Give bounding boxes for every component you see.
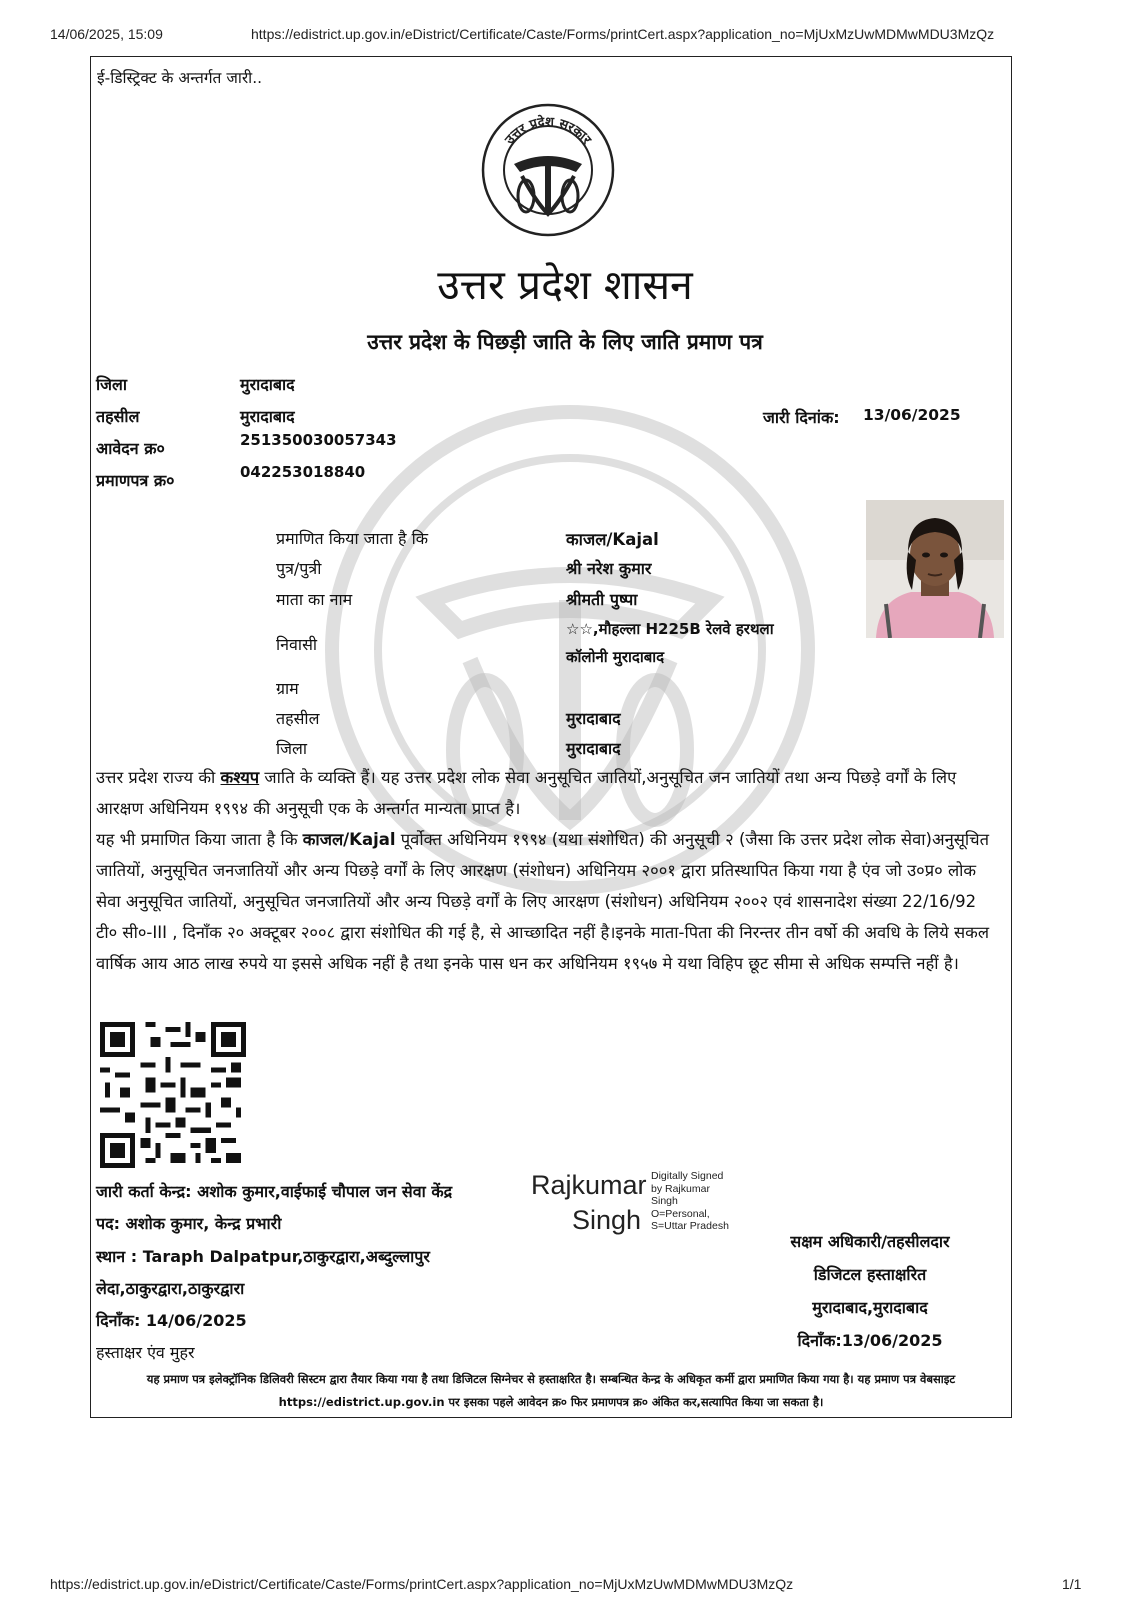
district-value: मुरादाबाद [240, 375, 295, 394]
print-datetime: 14/06/2025, 15:09 [50, 26, 163, 42]
tehsil-label: तहसील [96, 407, 140, 426]
certification-paragraph-end: पूर्वोक्त अधिनियम १९९४ (यथा संशोधित) की अनुसूची २ (जैसा कि उत्तर प्रदेश लोक सेवा)अनुसूचित जातियों, अनुसूचित जनजातियों और अन्य पिछड़े वर्गों के लिए आरक्षण (संशोधन) अधिनियम २००१ द्वारा प्रतिस्थापित किया गया है एंव जो उ०प्र० लोक सेवा अनुसूचित जातियों, अनुसूचित जनजातियों और अन्य पिछड़े वर्गों के लिए आरक्षण (संशोधन) अधिनियम २००२ एवं शासनादेश संख्या 22/16/92 टी० सी०-III , दिनाँक २० अक्टूबर २००८ द्वारा संशोधित की गई है, से आच्छादित नहीं है।इनके माता-पिता की निरन्तर तीन वर्षो की अवधि के लिये सकल वार्षिक आय आठ लाख रुपये या इससे अधिक नहीं है तथा इनके पास धन कर अधिनियम १९५७ मे यथा विहिप छूट सीमा से अधिक सम्पत्ति नहीं है। [96, 830, 990, 973]
mother-label: माता का नाम [276, 590, 353, 609]
up-government-emblem [480, 102, 616, 238]
mother-name: श्रीमती पुष्पा [566, 590, 638, 609]
village-label: ग्राम [276, 679, 299, 698]
resident-address-line2: कॉलोनी मुरादाबाद [566, 648, 665, 666]
district-label: जिला [96, 375, 128, 394]
issue-date-value: 13/06/2025 [863, 406, 961, 424]
resident-address-line1: ☆☆,मौहल्ला H225B रेलवे हरथला [566, 620, 774, 638]
certification-paragraph [96, 824, 1002, 979]
government-title: उत्तर प्रदेश शासन [437, 261, 693, 309]
digital-signer-first-name: Rajkumar [531, 1170, 647, 1200]
issued-under-text: ई-डिस्ट्रिक्ट के अन्तर्गत जारी.. [97, 69, 263, 87]
detail-tehsil-value: मुरादाबाद [566, 709, 621, 728]
caste-paragraph-end: जाति के व्यक्ति हैं। यह उत्तर प्रदेश लोक सेवा अनुसूचित जातियों,अनुसूचित जन जातियों तथा अन्य पिछड़े वर्गों के लिए आरक्षण अधिनियम १९९४ की अनुसूची एक के अन्तर्गत मान्यता प्राप्त है। [96, 768, 957, 818]
detail-district-value: मुरादाबाद [566, 739, 621, 758]
page-number: 1/1 [1062, 1576, 1082, 1592]
father-name: श्री नरेश कुमार [566, 559, 652, 578]
authority-block [755, 1225, 985, 1357]
digital-signer-last-name: Singh [572, 1205, 642, 1235]
child-of-label: पुत्र/पुत्री [276, 559, 322, 578]
issuer-place-line2: लेदा,ठाकुरद्वारा,ठाकुरद्वारा [96, 1279, 245, 1298]
certificate-title: उत्तर प्रदेश के पिछड़ी जाति के लिए जाति प्रमाण पत्र [367, 330, 763, 354]
application-no-value: 251350030057343 [240, 431, 397, 449]
caste-paragraph [96, 762, 1002, 824]
issuer-place-line1: स्थान : Taraph Dalpatpur,ठाकुरद्वारा,अब्दुल्लापुर [96, 1247, 430, 1266]
authority-digital-signed: डिजिटल हस्ताक्षरित [813, 1265, 927, 1284]
qr-code [100, 1022, 246, 1168]
authority-designation: सक्षम अधिकारी/तहसीलदार [790, 1232, 950, 1251]
detail-tehsil-label: तहसील [276, 709, 320, 728]
issuer-sign-label: हस्ताक्षर एंव मुहर [96, 1343, 195, 1362]
issue-date-label: जारी दिनांक: [763, 408, 840, 427]
certification-name: काजल/Kajal [302, 830, 396, 849]
application-no-label: आवेदन क्र० [96, 439, 165, 458]
print-header-url[interactable]: https://edistrict.up.gov.in/eDistrict/Certificate/Caste/Forms/printCert.aspx?application_no=MjUxMzUwMDMwMDU3MzQz [251, 26, 995, 42]
digital-signature-details: Digitally Signed by Rajkumar Singh O=Personal, S=Uttar Pradesh [651, 1170, 729, 1232]
certification-paragraph-start: यह भी प्रमाणित किया जाता है कि [96, 830, 303, 849]
detail-district-label: जिला [276, 739, 308, 758]
caste-name: कश्यप [220, 768, 260, 787]
certified-name: काजल/Kajal [566, 530, 659, 549]
certified-label: प्रमाणित किया जाता है कि [276, 529, 429, 548]
print-footer-url[interactable]: https://edistrict.up.gov.in/eDistrict/Certificate/Caste/Forms/printCert.aspx?application_no=MjUxMzUwMDMwMDU3MzQz [50, 1576, 794, 1592]
caste-paragraph-start: उत्तर प्रदेश राज्य की [96, 768, 221, 787]
applicant-photo [866, 500, 1004, 638]
issuer-post: पद: अशोक कुमार, केन्द्र प्रभारी [96, 1214, 282, 1233]
svg-text:उत्तर प्रदेश सरकार [502, 114, 594, 148]
resident-label: निवासी [276, 635, 318, 654]
tehsil-value: मुरादाबाद [240, 407, 295, 426]
issuer-date: दिनाँक: 14/06/2025 [96, 1311, 247, 1330]
certificate-no-label: प्रमाणपत्र क्र० [96, 471, 175, 490]
issuing-center: जारी कर्ता केन्द्र: अशोक कुमार,वाईफाई चौपाल जन सेवा केंद्र [96, 1182, 453, 1201]
footer-note: यह प्रमाण पत्र इलेक्ट्रॉनिक डिलिवरी सिस्टम द्वारा तैयार किया गया है तथा डिजिटल सिग्नेचर से हस्ताक्षरित है। सम्बन्धित केन्द्र के अधिकृत कर्मी द्वारा प्रमाणित किया गया है। यह प्रमाण पत्र वेबसाइट https://edistrict.up.gov.in पर इसका पहले आवेदन क्र० फिर प्रमाणपत्र क्र० अंकित कर,सत्यापित किया जा सकता है। [146, 1372, 956, 1409]
authority-date: दिनाँक:13/06/2025 [797, 1331, 943, 1350]
authority-location: मुरादाबाद,मुरादाबाद [812, 1298, 928, 1317]
emblem-arc-text: उत्तर प्रदेश सरकार [502, 114, 594, 148]
certificate-no-value: 042253018840 [240, 463, 366, 481]
